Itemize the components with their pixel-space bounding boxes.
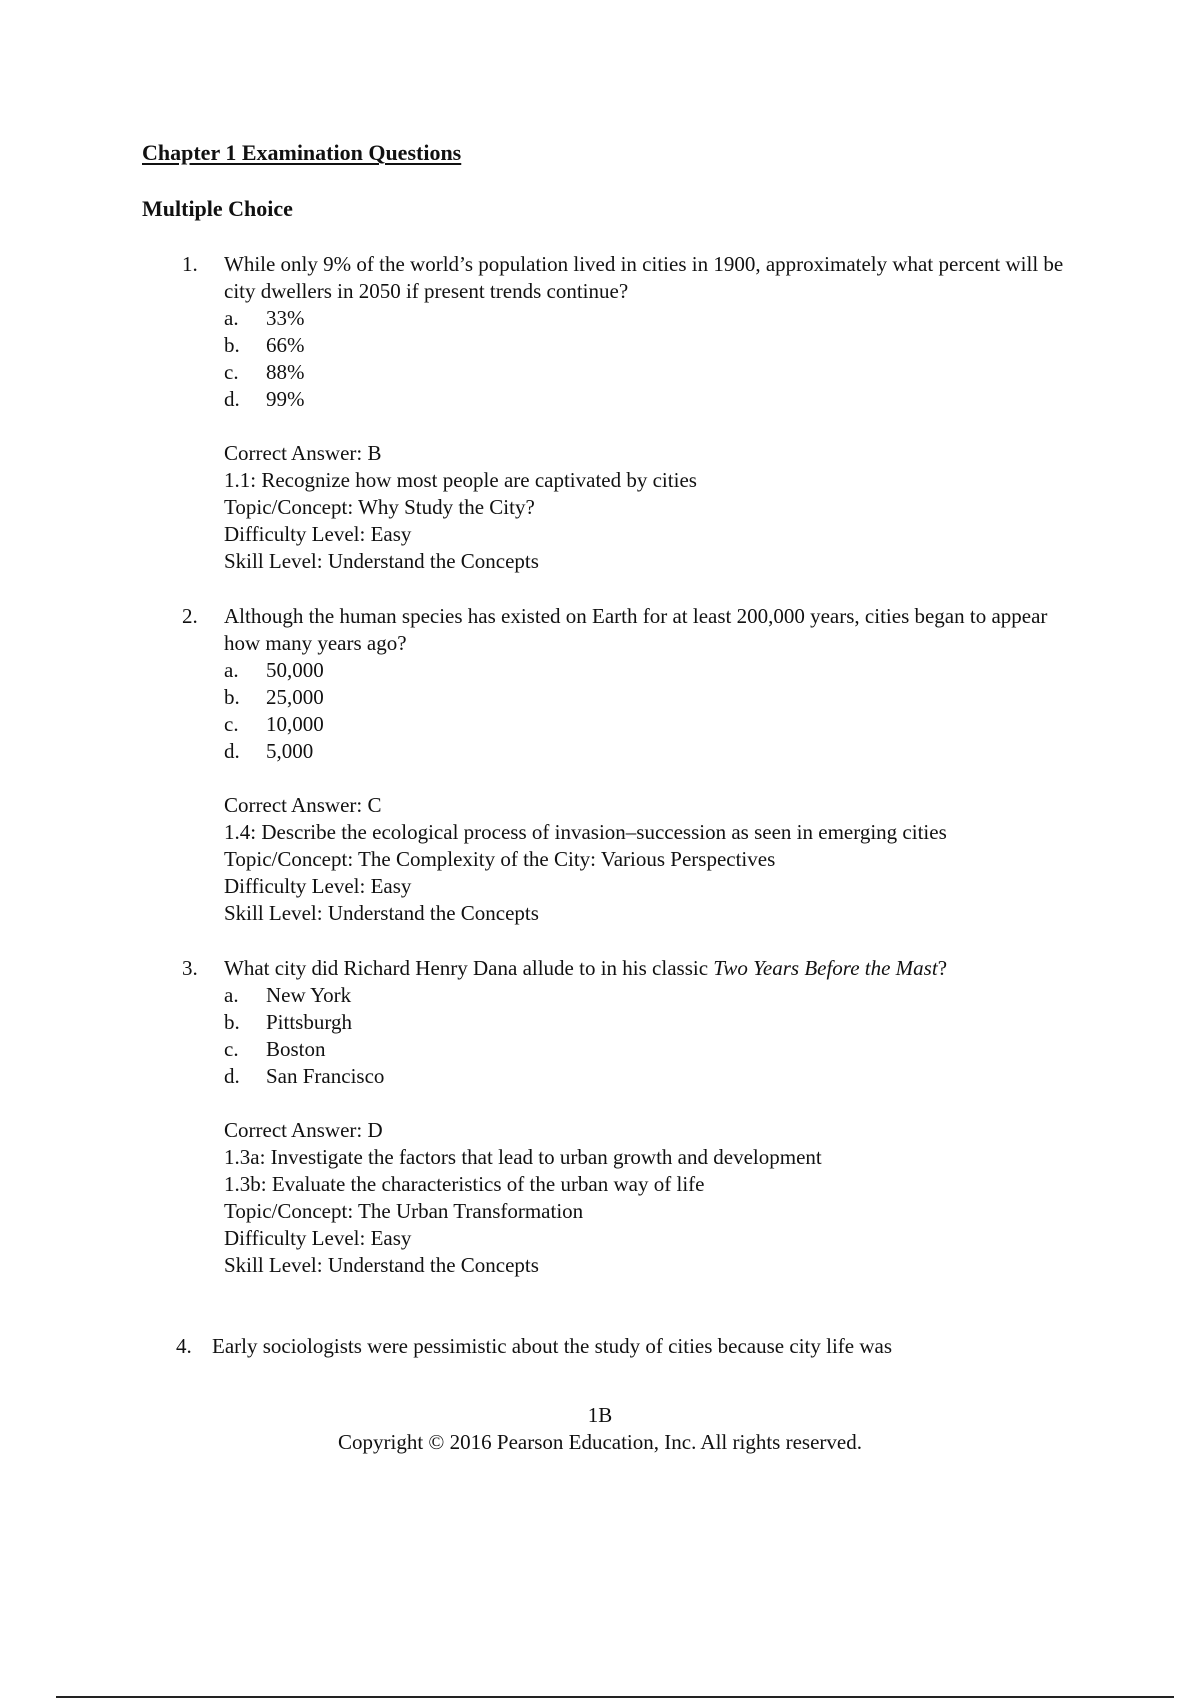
choice-letter: d.: [224, 739, 240, 763]
difficulty-level: Difficulty Level: Easy: [224, 874, 412, 898]
copyright-notice: Copyright © 2016 Pearson Education, Inc. All rights reserved.: [338, 1430, 862, 1454]
choice-d: [224, 738, 324, 765]
question-number: 2.: [182, 604, 198, 628]
page-number: 1B: [587, 1403, 613, 1427]
choice-text: San Francisco: [266, 1064, 385, 1088]
choice-letter: c.: [224, 360, 239, 384]
choice-text: 25,000: [266, 685, 324, 709]
choice-letter: a.: [224, 306, 239, 330]
choice-c: [224, 1036, 384, 1063]
choice-text: 50,000: [266, 658, 324, 682]
learning-objective: 1.3b: Evaluate the characteristics of the urban way of life: [224, 1172, 705, 1196]
skill-level: Skill Level: Understand the Concepts: [224, 1253, 539, 1277]
learning-objective: 1.3a: Investigate the factors that lead to urban growth and development: [224, 1145, 822, 1169]
learning-objective: 1.4: Describe the ecological process of invasion–succession as seen in emerging cities: [224, 820, 947, 844]
learning-objective: 1.1: Recognize how most people are captivated by cities: [224, 468, 697, 492]
choice-text: Pittsburgh: [266, 1010, 352, 1034]
choice-letter: b.: [224, 1010, 240, 1034]
section-title: Multiple Choice: [142, 196, 293, 221]
choice-b: [224, 1009, 384, 1036]
choice-d: [224, 386, 305, 413]
choice-text: Boston: [266, 1037, 326, 1061]
choice-list: [224, 657, 324, 765]
choice-a: [224, 657, 324, 684]
question-number: 1.: [182, 252, 198, 276]
correct-answer: Correct Answer: C: [224, 793, 382, 817]
difficulty-level: Difficulty Level: Easy: [224, 1226, 412, 1250]
correct-answer: Correct Answer: B: [224, 441, 382, 465]
choice-text: 88%: [266, 360, 305, 384]
question-number: 4.: [176, 1334, 192, 1358]
choice-letter: a.: [224, 983, 239, 1007]
choice-text: 33%: [266, 306, 305, 330]
question-text: [224, 955, 947, 982]
topic-concept: Topic/Concept: The Complexity of the City: Various Perspectives: [224, 847, 776, 871]
correct-answer: Correct Answer: D: [224, 1118, 383, 1142]
choice-letter: c.: [224, 1037, 239, 1061]
page-divider: [56, 1696, 1174, 1698]
choice-b: [224, 332, 305, 359]
choice-letter: d.: [224, 1064, 240, 1088]
choice-text: 10,000: [266, 712, 324, 736]
topic-concept: Topic/Concept: Why Study the City?: [224, 495, 535, 519]
choice-letter: b.: [224, 685, 240, 709]
answer-meta: [224, 792, 947, 927]
skill-level: Skill Level: Understand the Concepts: [224, 549, 539, 573]
answer-meta: [224, 440, 697, 575]
answer-meta: [224, 1117, 822, 1279]
question-text: Although the human species has existed on Earth for at least 200,000 years, cities began to appear how many years ago?: [224, 604, 1048, 655]
topic-concept: Topic/Concept: The Urban Transformation: [224, 1199, 584, 1223]
question-text-start: What city did Richard Henry Dana allude to in his classic: [224, 956, 714, 980]
difficulty-level: Difficulty Level: Easy: [224, 522, 412, 546]
choice-c: [224, 711, 324, 738]
choice-d: [224, 1063, 384, 1090]
skill-level: Skill Level: Understand the Concepts: [224, 901, 539, 925]
choice-letter: b.: [224, 333, 240, 357]
book-title: Two Years Before the Mast: [713, 956, 938, 980]
choice-letter: c.: [224, 712, 239, 736]
question-text: Early sociologists were pessimistic about the study of cities because city life was: [212, 1334, 892, 1358]
question-text: While only 9% of the world’s population lived in cities in 1900, approximately what percent will be city dwellers in 2050 if present trends continue?: [224, 252, 1064, 303]
choice-a: [224, 305, 305, 332]
question-text-end: ?: [937, 956, 948, 980]
choice-a: [224, 982, 384, 1009]
choice-b: [224, 684, 324, 711]
choice-letter: a.: [224, 658, 239, 682]
choice-list: [224, 305, 305, 413]
chapter-title: Chapter 1 Examination Questions: [142, 140, 462, 165]
choice-text: 99%: [266, 387, 305, 411]
choice-list: [224, 982, 384, 1090]
question-number: 3.: [182, 956, 198, 980]
choice-text: 5,000: [266, 739, 314, 763]
choice-letter: d.: [224, 387, 240, 411]
choice-text: 66%: [266, 333, 305, 357]
choice-text: New York: [266, 983, 352, 1007]
choice-c: [224, 359, 305, 386]
